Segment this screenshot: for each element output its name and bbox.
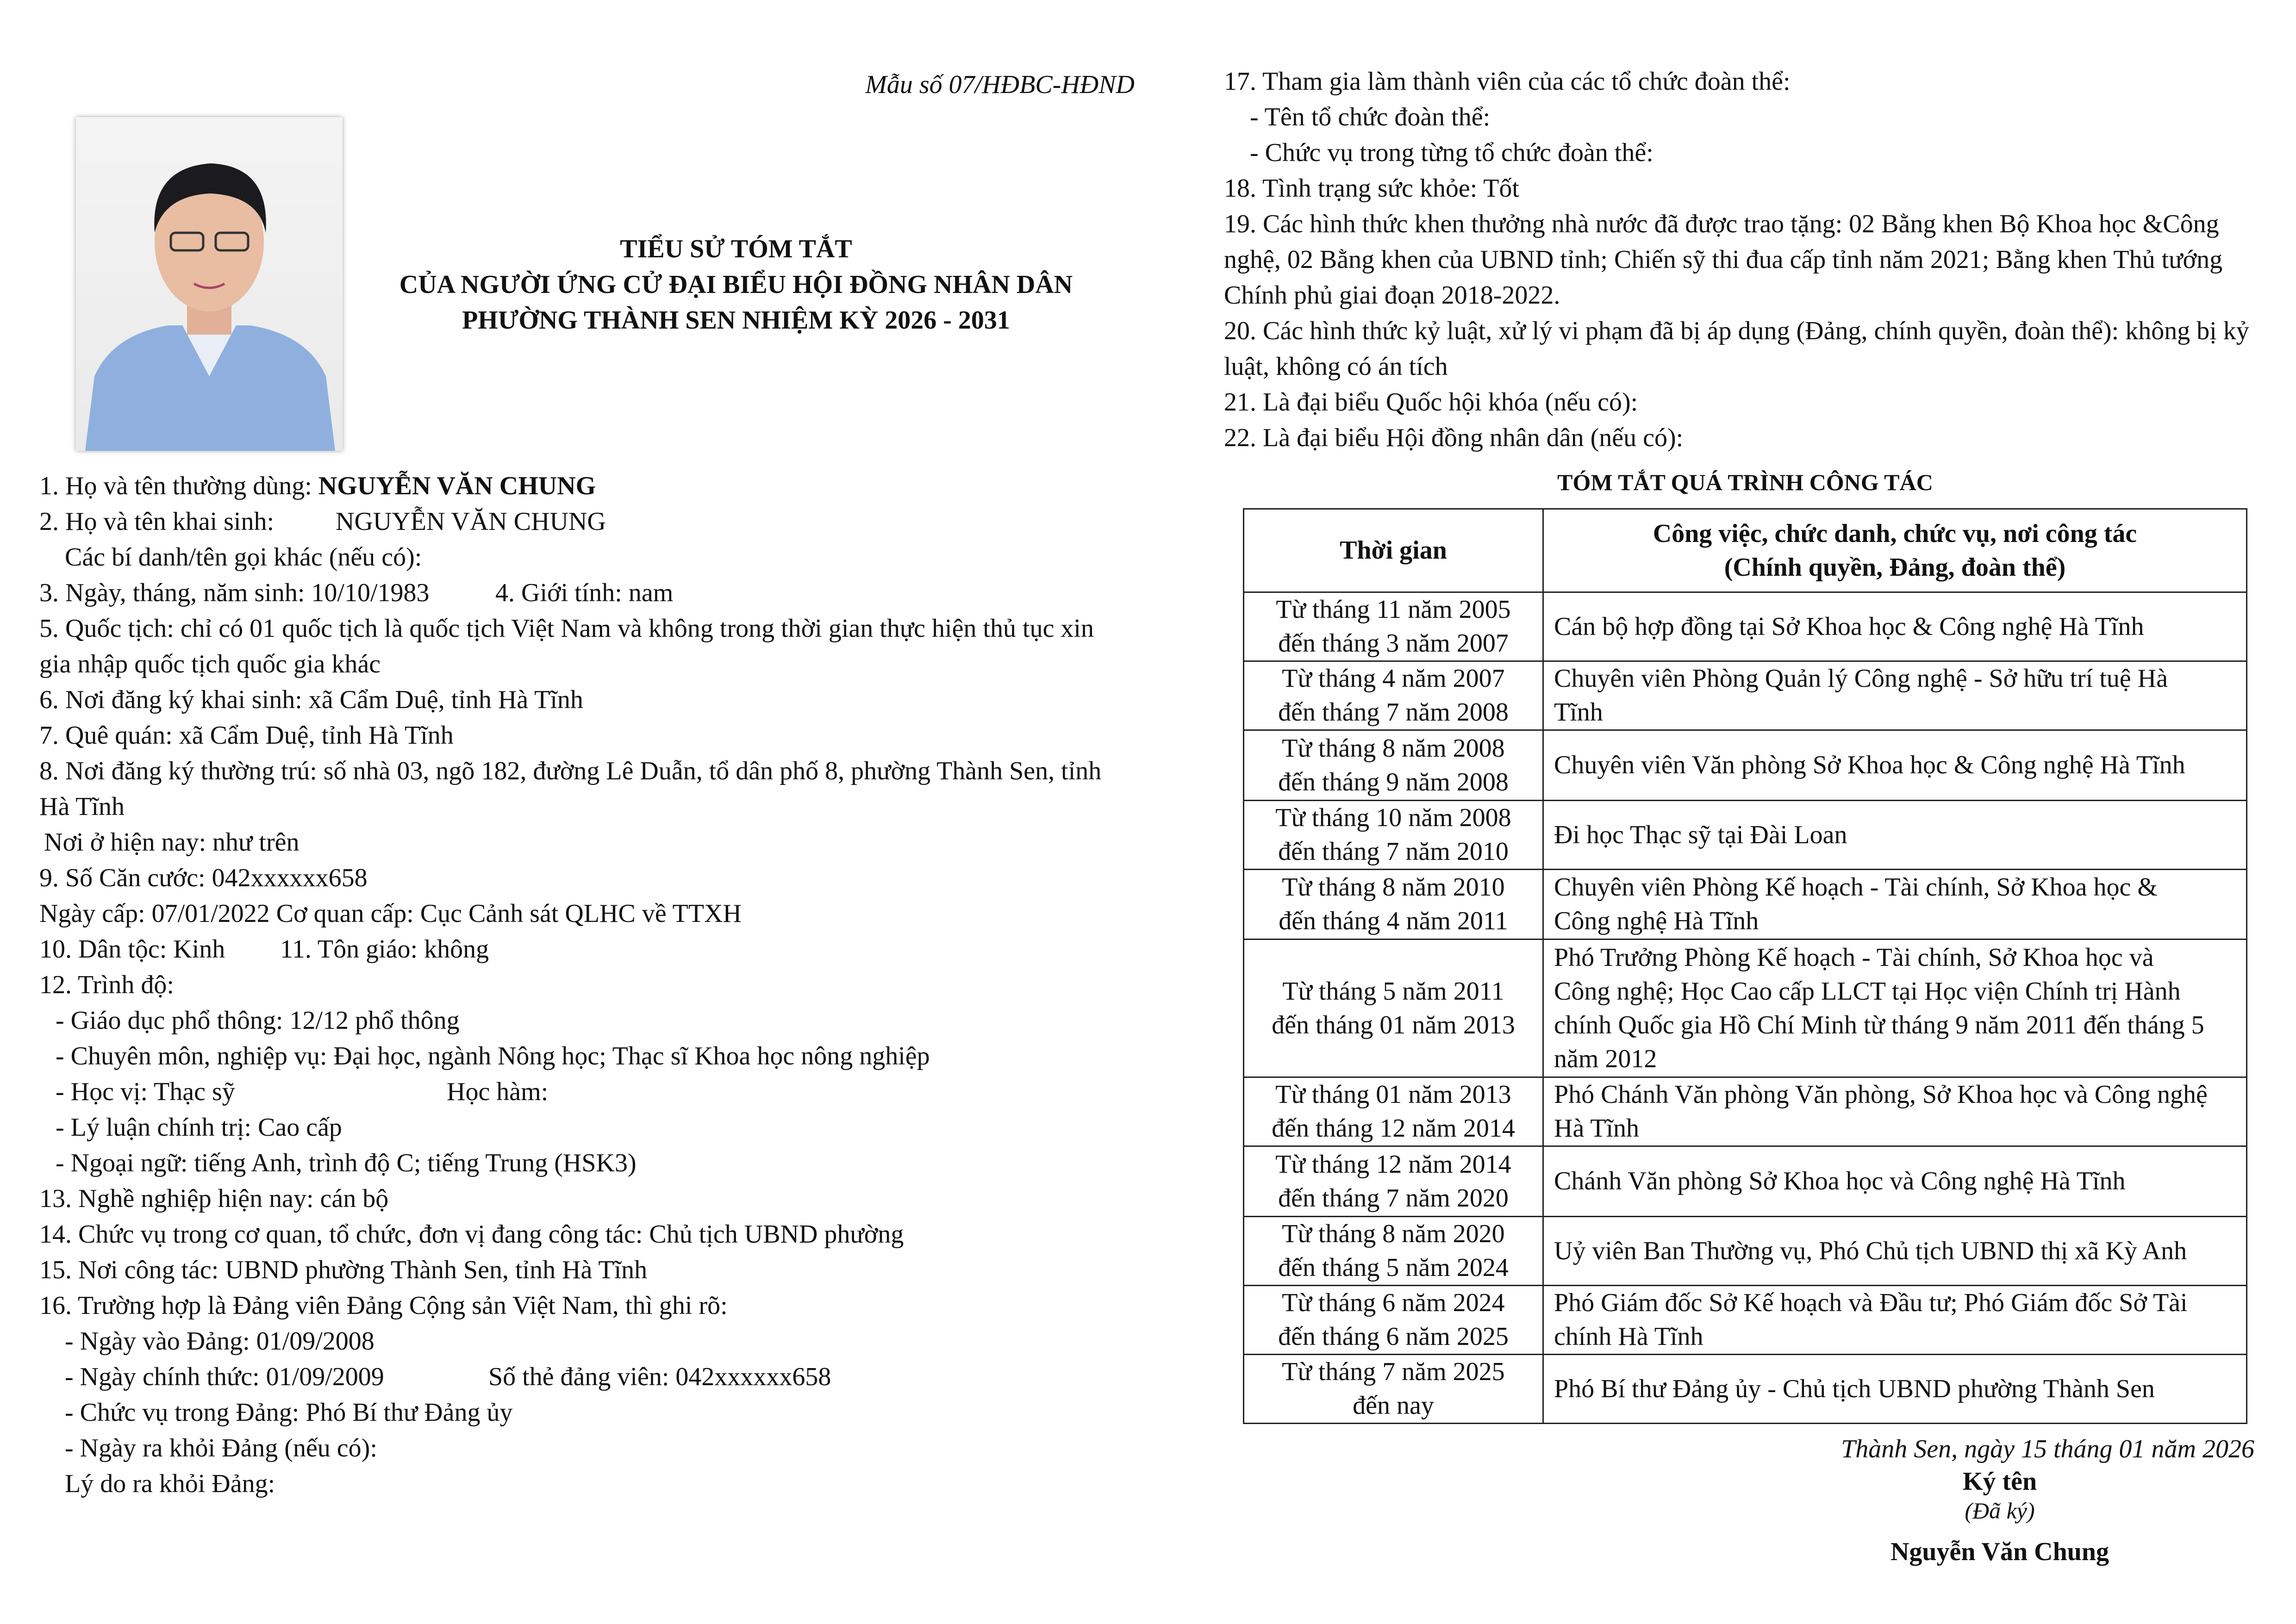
cell-time xyxy=(1244,730,1543,801)
table-row xyxy=(1244,1286,2247,1355)
header-job-line: (Chính quyền, Đảng, đoàn thể) xyxy=(1724,553,2066,582)
job-line: Phó Bí thư Đảng ủy - Chủ tịch UBND phường Thành Sen xyxy=(1554,1374,2155,1403)
cell-time xyxy=(1244,940,1543,1077)
time-line: đến tháng 6 năm 2025 xyxy=(1278,1322,1509,1351)
signature-label: Ký tên xyxy=(1962,1467,2037,1496)
cell-job xyxy=(1543,1355,2247,1424)
job-line: Phó Chánh Văn phòng Văn phòng, Sở Khoa học và Công nghệ xyxy=(1554,1080,2208,1109)
time-line: Từ tháng 6 năm 2024 xyxy=(1282,1288,1505,1317)
job-line: Phó Giám đốc Sở Kế hoạch và Đầu tư; Phó Giám đốc Sở Tài xyxy=(1554,1288,2188,1317)
job-line: Đi học Thạc sỹ tại Đài Loan xyxy=(1554,820,1847,849)
field-nationality: 5. Quốc tịch: chỉ có 01 quốc tịch là quốc tịch Việt Nam và không trong thời gian thực hiện thủ tục xin xyxy=(39,614,1094,643)
cell-job xyxy=(1543,870,2247,940)
job-line: chính Quốc gia Hồ Chí Minh từ tháng 9 năm 2011 đến tháng 5 xyxy=(1554,1010,2204,1039)
time-line: Từ tháng 4 năm 2007 xyxy=(1282,664,1505,693)
form-code: Mẫu số 07/HĐBC-HĐND xyxy=(865,70,1135,99)
field-nationality-cont: gia nhập quốc tịch quốc gia khác xyxy=(39,650,381,678)
cell-time xyxy=(1244,592,1543,661)
cell-job xyxy=(1543,1077,2247,1146)
header-job xyxy=(1543,509,2247,592)
title-line: PHƯỜNG THÀNH SEN NHIỆM KỲ 2026 - 2031 xyxy=(462,306,1010,335)
value: NGUYỄN VĂN CHUNG xyxy=(318,472,596,500)
field-education: 12. Trình độ: xyxy=(39,971,174,999)
table-row xyxy=(1244,1077,2247,1146)
table-title: TÓM TẮT QUÁ TRÌNH CÔNG TÁC xyxy=(1557,469,1933,495)
field-discipline: 20. Các hình thức kỷ luật, xử lý vi phạm đã bị áp dụng (Đảng, chính quyền, đoàn thể): không bị kỷ xyxy=(1224,317,2249,345)
title-line: TIỂU SỬ TÓM TẮT xyxy=(620,235,852,263)
job-line: Uỷ viên Ban Thường vụ, Phó Chủ tịch UBND thị xã Kỳ Anh xyxy=(1554,1236,2187,1265)
time-line: Từ tháng 01 năm 2013 xyxy=(1275,1080,1511,1109)
job-line: Chuyên viên Phòng Kế hoạch - Tài chính, Sở Khoa học & xyxy=(1554,873,2158,902)
time-line: đến tháng 7 năm 2008 xyxy=(1278,698,1509,727)
job-line: Công nghệ Hà Tĩnh xyxy=(1554,907,1759,935)
signature-date: Thành Sen, ngày 15 tháng 01 năm 2026 xyxy=(1841,1435,2254,1463)
time-line: Từ tháng 8 năm 2010 xyxy=(1282,873,1505,902)
field-council-delegate: 22. Là đại biểu Hội đồng nhân dân (nếu có): xyxy=(1224,423,1684,452)
cell-time xyxy=(1244,1286,1543,1355)
title-line: CỦA NGƯỜI ỨNG CỬ ĐẠI BIỂU HỘI ĐỒNG NHÂN DÂN xyxy=(399,270,1073,299)
job-line: Chuyên viên Phòng Quản lý Công nghệ - Sở hữu trí tuệ Hà xyxy=(1554,664,2168,693)
table-header-row xyxy=(1244,509,2247,592)
field-common-name xyxy=(39,468,596,504)
job-line: năm 2012 xyxy=(1554,1044,1657,1073)
field-party-leave-date: - Ngày ra khỏi Đảng (nếu có): xyxy=(65,1434,377,1462)
table-row xyxy=(1244,940,2247,1077)
job-line: Công nghệ; Học Cao cấp LLCT tại Học viện Chính trị Hành xyxy=(1554,977,2181,1006)
portrait-image xyxy=(76,117,343,451)
time-line: đến nay xyxy=(1353,1391,1434,1420)
field-occupation: 13. Nghề nghiệp hiện nay: cán bộ xyxy=(39,1184,389,1213)
field-party-position: - Chức vụ trong Đảng: Phó Bí thư Đảng ủy xyxy=(65,1398,513,1427)
field-general-education: - Giáo dục phổ thông: 12/12 phổ thông xyxy=(56,1006,460,1035)
career-table xyxy=(1243,508,2247,1424)
time-line: đến tháng 5 năm 2024 xyxy=(1278,1253,1509,1282)
signed-note: (Đã ký) xyxy=(1965,1498,2035,1524)
time-line: Từ tháng 12 năm 2014 xyxy=(1275,1150,1511,1179)
time-line: đến tháng 7 năm 2010 xyxy=(1278,837,1509,866)
field-party-join-date: - Ngày vào Đảng: 01/09/2008 xyxy=(65,1327,374,1356)
cell-job xyxy=(1543,661,2247,730)
table-row xyxy=(1244,1146,2247,1217)
field-birthdate: 3. Ngày, tháng, năm sinh: 10/10/1983 xyxy=(39,579,430,607)
field-party-official-date: - Ngày chính thức: 01/09/2009 xyxy=(65,1363,384,1391)
field-birth-name-value: NGUYỄN VĂN CHUNG xyxy=(336,507,606,536)
field-awards: 19. Các hình thức khen thưởng nhà nước đã được trao tặng: 02 Bằng khen Bộ Khoa học &Công xyxy=(1224,210,2219,238)
time-line: Từ tháng 7 năm 2025 xyxy=(1282,1357,1505,1386)
field-party-leave-reason: Lý do ra khỏi Đảng: xyxy=(65,1469,275,1498)
time-line: Từ tháng 5 năm 2011 xyxy=(1282,977,1504,1006)
job-line: Cán bộ hợp đồng tại Sở Khoa học & Công nghệ Hà Tĩnh xyxy=(1554,612,2144,641)
field-specialization: - Chuyên môn, nghiệp vụ: Đại học, ngành Nông học; Thạc sĩ Khoa học nông nghiệp xyxy=(56,1042,930,1070)
field-permanent-residence-cont: Hà Tĩnh xyxy=(39,792,125,821)
field-religion: 11. Tôn giáo: không xyxy=(280,935,489,964)
cell-job xyxy=(1543,1286,2247,1355)
cell-job xyxy=(1543,730,2247,801)
table-row xyxy=(1244,870,2247,940)
job-line: chính Hà Tĩnh xyxy=(1554,1322,1703,1351)
cell-job xyxy=(1543,1217,2247,1286)
cell-time xyxy=(1244,661,1543,730)
table-row xyxy=(1244,661,2247,730)
header-job-line: Công việc, chức danh, chức vụ, nơi công tác xyxy=(1653,519,2137,548)
cell-job xyxy=(1543,940,2247,1077)
cell-job xyxy=(1543,801,2247,870)
field-awards-cont: nghệ, 02 Bằng khen của UBND tỉnh; Chiến sỹ thi đua cấp tỉnh năm 2021; Bằng khen Thủ tướng xyxy=(1224,245,2223,274)
field-academic-title: Học hàm: xyxy=(447,1077,549,1106)
field-party-card: Số thẻ đảng viên: 042xxxxxx658 xyxy=(488,1363,831,1391)
cell-time xyxy=(1244,1077,1543,1146)
table-row xyxy=(1244,801,2247,870)
time-line: Từ tháng 10 năm 2008 xyxy=(1275,803,1511,832)
cell-job xyxy=(1543,592,2247,661)
cell-time xyxy=(1244,1217,1543,1286)
job-line: Hà Tĩnh xyxy=(1554,1114,1640,1143)
document-title xyxy=(324,231,1148,338)
cell-time xyxy=(1244,801,1543,870)
time-line: đến tháng 7 năm 2020 xyxy=(1278,1183,1509,1213)
time-line: đến tháng 12 năm 2014 xyxy=(1272,1114,1515,1143)
field-languages: - Ngoại ngữ: tiếng Anh, trình độ C; tiếng Trung (HSK3) xyxy=(56,1149,636,1177)
time-line: đến tháng 9 năm 2008 xyxy=(1278,767,1509,796)
cell-time xyxy=(1244,870,1543,940)
table-row xyxy=(1244,1355,2247,1424)
field-position: 14. Chức vụ trong cơ quan, tổ chức, đơn vị đang công tác: Chủ tịch UBND phường xyxy=(39,1220,904,1249)
field-id-issue: Ngày cấp: 07/01/2022 Cơ quan cấp: Cục Cảnh sát QLHC về TTXH xyxy=(39,899,742,928)
field-national-assembly: 21. Là đại biểu Quốc hội khóa (nếu có): xyxy=(1224,388,1638,417)
field-birth-registration: 6. Nơi đăng ký khai sinh: xã Cẩm Duệ, tỉnh Hà Tĩnh xyxy=(39,685,583,714)
time-line: đến tháng 01 năm 2013 xyxy=(1272,1010,1515,1039)
time-line: Từ tháng 8 năm 2008 xyxy=(1282,734,1505,763)
field-workplace: 15. Nơi công tác: UBND phường Thành Sen, tỉnh Hà Tĩnh xyxy=(39,1256,648,1284)
table-row xyxy=(1244,730,2247,801)
time-line: Từ tháng 11 năm 2005 xyxy=(1276,595,1511,624)
table-row xyxy=(1244,592,2247,661)
field-gender: 4. Giới tính: nam xyxy=(495,579,674,607)
field-aliases: Các bí danh/tên gọi khác (nếu có): xyxy=(65,543,422,572)
header-time: Thời gian xyxy=(1244,509,1543,592)
label: 1. Họ và tên thường dùng: xyxy=(39,472,318,500)
field-degree: - Học vị: Thạc sỹ xyxy=(56,1077,235,1106)
cell-time xyxy=(1244,1146,1543,1217)
field-id-number: 9. Số Căn cước: 042xxxxxx658 xyxy=(39,864,368,892)
field-health: 18. Tình trạng sức khỏe: Tốt xyxy=(1224,174,1519,203)
job-line: Chánh Văn phòng Sở Khoa học và Công nghệ Hà Tĩnh xyxy=(1554,1167,2126,1195)
field-organizations: 17. Tham gia làm thành viên của các tổ chức đoàn thể: xyxy=(1224,67,1791,96)
candidate-photo xyxy=(76,117,343,451)
time-line: đến tháng 4 năm 2011 xyxy=(1279,907,1508,935)
field-permanent-residence: 8. Nơi đăng ký thường trú: số nhà 03, ngõ 182, đường Lê Duẫn, tổ dân phố 8, phường Thành Sen, tỉnh xyxy=(39,757,1102,785)
job-line: Phó Trưởng Phòng Kế hoạch - Tài chính, Sở Khoa học và xyxy=(1554,943,2154,972)
field-discipline-cont: luật, không có án tích xyxy=(1224,352,1448,381)
signer-name: Nguyễn Văn Chung xyxy=(1890,1537,2109,1566)
field-organization-position: - Chức vụ trong từng tổ chức đoàn thể: xyxy=(1250,138,1653,167)
job-line: Tĩnh xyxy=(1554,698,1603,727)
cell-job xyxy=(1543,1146,2247,1217)
job-line: Chuyên viên Văn phòng Sở Khoa học & Công nghệ Hà Tĩnh xyxy=(1554,751,2185,779)
time-line: đến tháng 3 năm 2007 xyxy=(1278,629,1509,658)
field-political-theory: - Lý luận chính trị: Cao cấp xyxy=(56,1113,342,1142)
table-row xyxy=(1244,1217,2247,1286)
field-party-member: 16. Trường hợp là Đảng viên Đảng Cộng sản Việt Nam, thì ghi rõ: xyxy=(39,1291,728,1320)
field-organization-name: - Tên tổ chức đoàn thể: xyxy=(1250,103,1491,131)
field-awards-cont: Chính phủ giai đoạn 2018-2022. xyxy=(1224,281,1560,310)
field-current-residence: Nơi ở hiện nay: như trên xyxy=(44,828,299,857)
field-ethnicity: 10. Dân tộc: Kinh xyxy=(39,935,225,964)
time-line: Từ tháng 8 năm 2020 xyxy=(1282,1220,1505,1248)
field-birth-name-label: 2. Họ và tên khai sinh: xyxy=(39,507,275,536)
cell-time xyxy=(1244,1355,1543,1424)
field-hometown: 7. Quê quán: xã Cẩm Duệ, tỉnh Hà Tĩnh xyxy=(39,721,454,750)
